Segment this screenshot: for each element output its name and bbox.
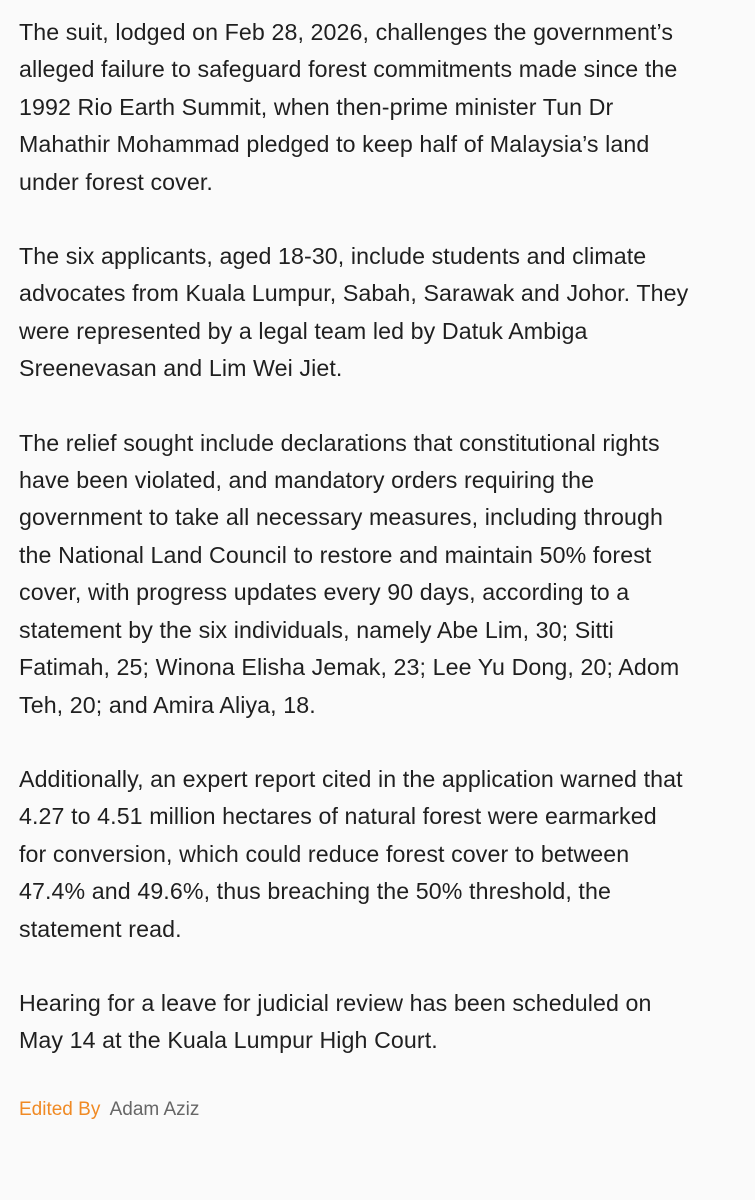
paragraph-applicants: The six applicants, aged 18-30, include students and climate advocates from Kuala Lumpur, Sabah, Sarawak and Johor. They were represented by a legal team led by Datuk Ambiga Sreenevasan and Lim Wei Jiet. bbox=[19, 243, 689, 382]
paragraph-hearing: Hearing for a leave for judicial review has been scheduled on May 14 at the Kuala Lumpur High Court. bbox=[19, 989, 652, 1054]
byline bbox=[19, 1098, 199, 1122]
byline-label: Edited By bbox=[19, 1099, 101, 1120]
byline-editor-name[interactable]: Adam Aziz bbox=[109, 1099, 200, 1120]
paragraph-relief: The relief sought include declarations that constitutional rights have been violated, and mandatory orders requiring the government to take all necessary measures, including through the National Land Council to restore and maintain 50% forest cover, with progress updates every 90 days, according to a statement by the six individuals, namely Abe Lim, 30; Sitti Fatimah, 25; Winona Elisha Jemak, 23; Lee Yu Dong, 20; Adom Teh, 20; and Amira Aliya, 18. bbox=[19, 429, 680, 718]
paragraph-suit: The suit, lodged on Feb 28, 2026, challenges the government’s alleged failure to safeguard forest commitments made since the 1992 Rio Earth Summit, when then-prime minister Tun Dr Mahathir Mohammad pledged to keep half of Malaysia’s land under forest cover. bbox=[19, 19, 678, 195]
paragraph-expert-report: Additionally, an expert report cited in the application warned that 4.27 to 4.51 million hectares of natural forest were earmarked for conversion, which could reduce forest cover to between 47.4% and 49.6%, thus breaching the 50% threshold, the statement read. bbox=[19, 765, 683, 942]
